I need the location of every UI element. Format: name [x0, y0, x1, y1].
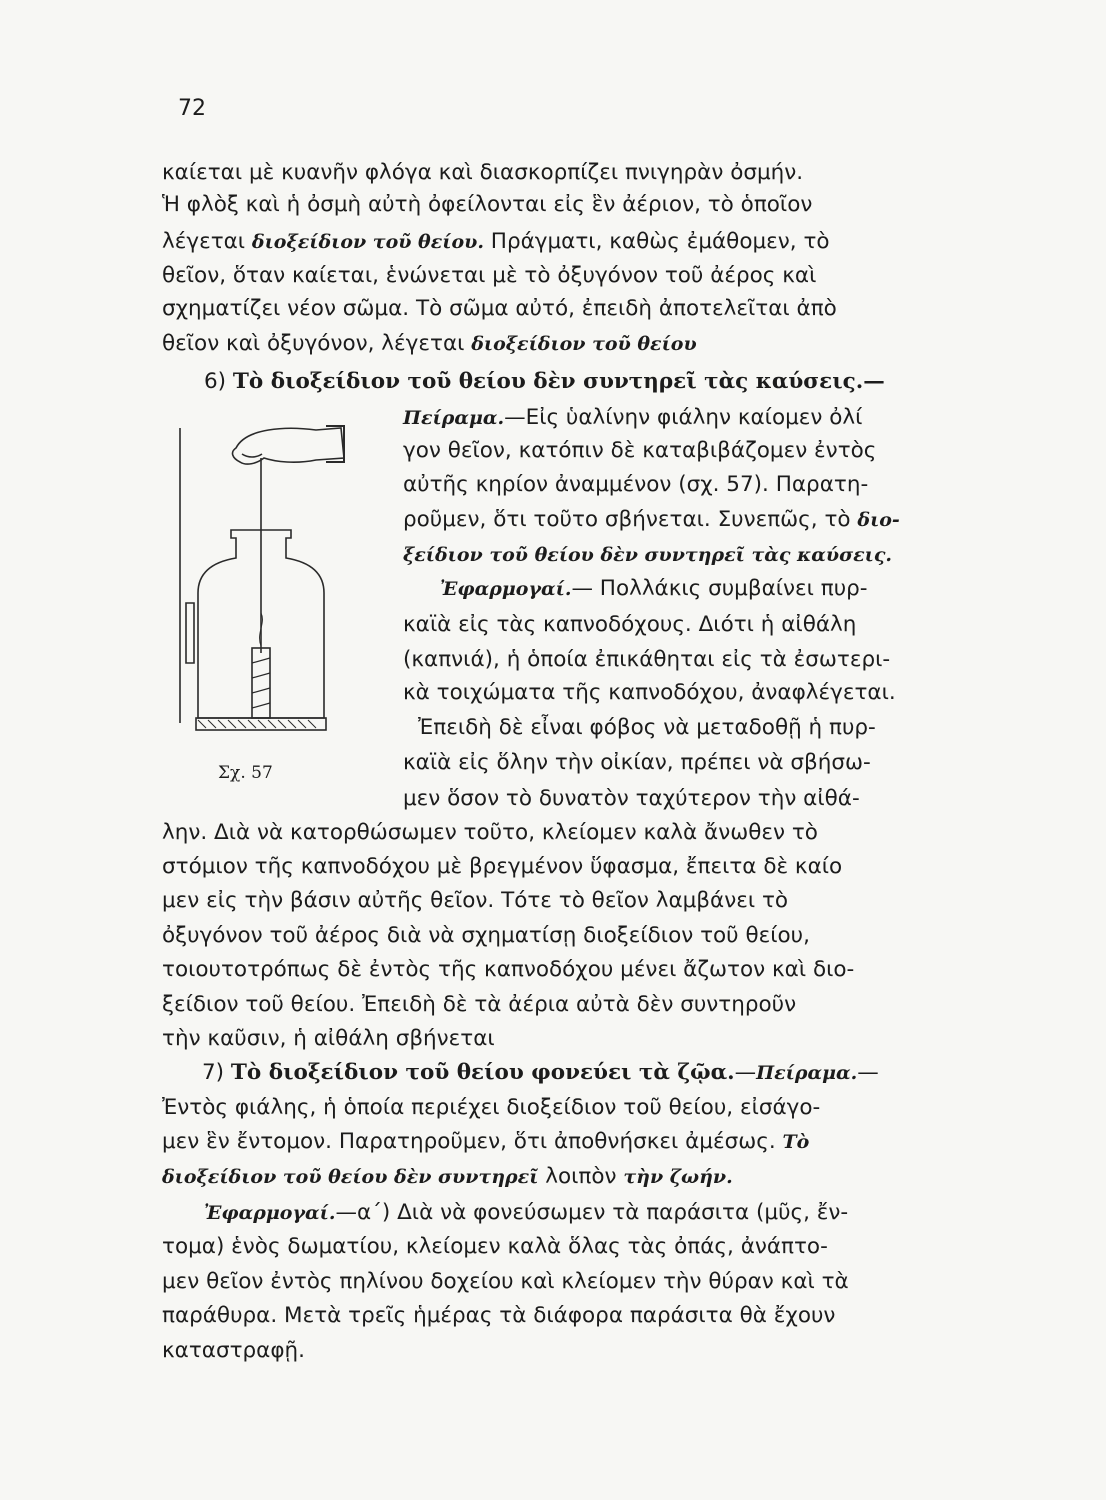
figure-caption: Σχ. 57 — [218, 763, 273, 783]
page-number: 72 — [178, 96, 206, 121]
text-line: λην. Διὰ νὰ κατορθώσωμεν τοῦτο, κλείομεν καλὰ ἄνωθεν τὸ — [162, 820, 818, 845]
text-line: Ἐντὸς φιάλης, ἡ ὁποία περιέχει διοξείδιον τοῦ θείου, εἰσάγο- — [162, 1095, 821, 1120]
text-line: καίεται μὲ κυανῆν φλόγα καὶ διασκορπίζει πνιγηρὰν ὀσμήν. — [162, 160, 804, 185]
text-line: λέγεται διοξείδιον τοῦ θείου. Πράγματι, καθὼς ἐμάθομεν, τὸ — [162, 229, 830, 254]
text-line: κὰ τοιχώματα τῆς καπνοδόχου, ἀναφλέγεται. — [403, 680, 896, 705]
text-line: μεν ἓν ἔντομον. Παρατηροῦμεν, ὅτι ἀποθνήσκει ἀμέσως. Τὸ — [162, 1129, 810, 1154]
text-line: ὀξυγόνον τοῦ ἀέρος διὰ νὰ σχηματίσῃ διοξείδιον τοῦ θείου, — [162, 923, 810, 948]
figure-bottle-candle-illustration — [176, 418, 346, 738]
text-line: Ἐπειδὴ δὲ εἶναι φόβος νὰ μεταδοθῇ ἡ πυρ- — [418, 715, 876, 740]
text-line: καταστραφῇ. — [162, 1338, 305, 1363]
section-heading-7: 7) Τὸ διοξείδιον τοῦ θείου φονεύει τὰ ζῷα.—Πείραμα.— — [202, 1060, 879, 1085]
text-line: διοξείδιον τοῦ θείου δὲν συντηρεῖ λοιπὸν τὴν ζωήν. — [162, 1164, 733, 1189]
text-line: ξείδιον τοῦ θείου. Ἐπειδὴ δὲ τὰ ἀέρια αὐτὰ δὲν συντηροῦν — [162, 992, 797, 1017]
text-line: μεν εἰς τὴν βάσιν αὐτῆς θεῖον. Τότε τὸ θεῖον λαμβάνει τὸ — [162, 888, 789, 913]
text-line: θεῖον, ὅταν καίεται, ἑνώνεται μὲ τὸ ὀξυγόνον τοῦ ἀέρος καὶ — [162, 263, 817, 288]
text-line: τὴν καῦσιν, ἡ αἰθάλη σβήνεται — [162, 1026, 495, 1051]
text-line: σχηματίζει νέον σῶμα. Τὸ σῶμα αὐτό, ἐπειδὴ ἀποτελεῖται ἀπὸ — [162, 296, 837, 321]
text-line: καϊὰ εἰς τὰς καπνοδόχους. Διότι ἡ αἰθάλη — [403, 612, 857, 637]
section-heading-6: 6) Τὸ διοξείδιον τοῦ θείου δὲν συντηρεῖ τὰς καύσεις.— — [204, 369, 885, 394]
text-line: αὐτῆς κηρίον ἀναμμένον (σχ. 57). Παρατη- — [403, 472, 869, 497]
text-line: παράθυρα. Μετὰ τρεῖς ἡμέρας τὰ διάφορα παράσιτα θὰ ἔχουν — [162, 1303, 836, 1328]
text-line: μεν ὅσον τὸ δυνατὸν ταχύτερον τὴν αἰθά- — [403, 786, 860, 811]
text-line: ξείδιον τοῦ θείου δὲν συντηρεῖ τὰς καύσεις. — [403, 544, 893, 566]
text-line: Ἡ φλὸξ καὶ ἡ ὀσμὴ αὐτὴ ὀφείλονται εἰς ἓν ἀέριον, τὸ ὁποῖον — [162, 192, 813, 217]
text-line: γον θεῖον, κατόπιν δὲ καταβιβάζομεν ἐντὸς — [403, 438, 877, 463]
text-line: στόμιον τῆς καπνοδόχου μὲ βρεγμένον ὕφασμα, ἔπειτα δὲ καίο — [162, 854, 843, 879]
text-line: ροῦμεν, ὅτι τοῦτο σβήνεται. Συνεπῶς, τὸ διο- — [403, 507, 900, 532]
text-line: τομα) ἑνὸς δωματίου, κλείομεν καλὰ ὅλας τὰς ὀπάς, ἀνάπτο- — [162, 1234, 828, 1259]
text-line: τοιουτοτρόπως δὲ ἐντὸς τῆς καπνοδόχου μένει ἄζωτον καὶ διο- — [162, 957, 855, 982]
text-line: θεῖον καὶ ὀξυγόνον, λέγεται διοξείδιον τοῦ θείου — [162, 331, 697, 356]
text-line: Ἐφαρμογαί.—α΄) Διὰ νὰ φονεύσωμεν τὰ παράσιτα (μῦς, ἔν- — [204, 1200, 849, 1225]
text-line: (καπνιά), ἡ ὁποία ἐπικάθηται εἰς τὰ ἐσωτερι- — [403, 647, 891, 672]
text-line: Πείραμα.—Εἰς ὑαλίνην φιάλην καίομεν ὀλί — [403, 405, 863, 430]
text-line: καϊὰ εἰς ὅλην τὴν οἰκίαν, πρέπει νὰ σβήσω- — [403, 750, 871, 775]
text-line: Ἐφαρμογαί.— Πολλάκις συμβαίνει πυρ- — [440, 576, 868, 601]
text-line: μεν θεῖον ἐντὸς πηλίνου δοχείου καὶ κλείομεν τὴν θύραν καὶ τὰ — [162, 1269, 849, 1294]
